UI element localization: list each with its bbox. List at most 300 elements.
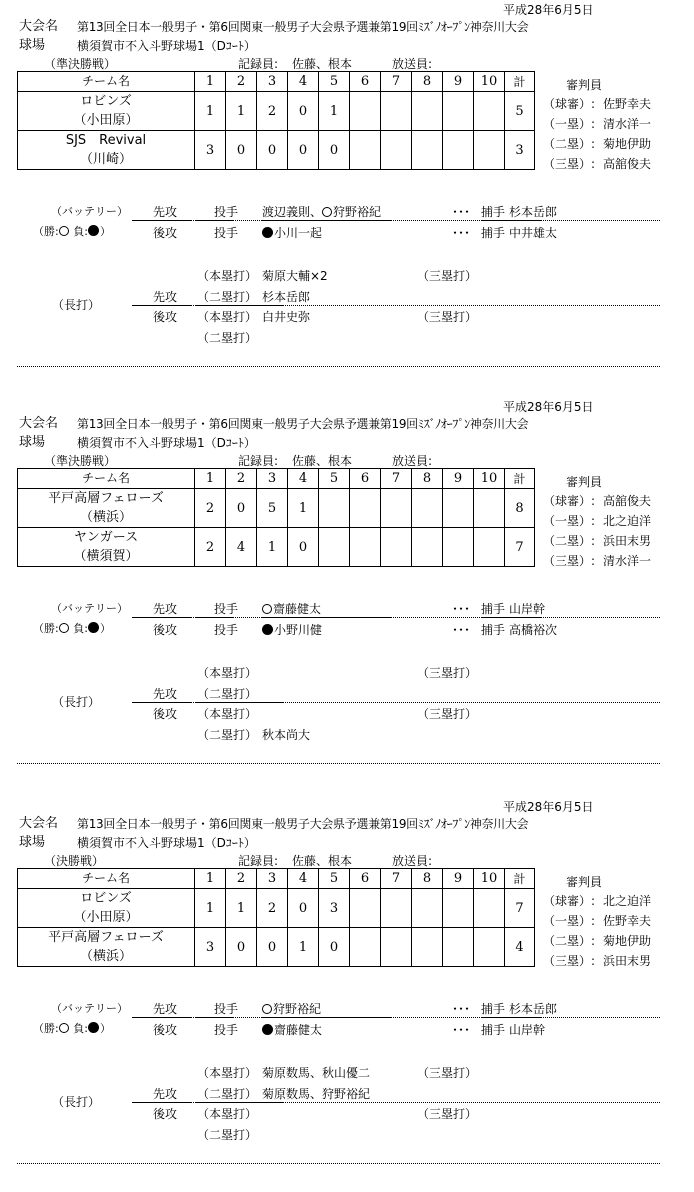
ellipsis-dots: ･･･ (452, 602, 471, 616)
pitchers (262, 622, 322, 638)
catcher-name: 山岸幹 (509, 602, 546, 616)
section-separator (17, 1163, 660, 1164)
extra-base-label: （長打） (52, 695, 101, 709)
tournament-name: 第13回全日本一般男子・第6回関東一般男子大会県予選兼第19回ﾐｽﾞﾉｵｰﾌﾟﾝ神奈川大会 (77, 817, 529, 831)
battery-underline (196, 617, 234, 618)
extra-divider (132, 1102, 660, 1103)
top-hr-label: （本塁打） (197, 1066, 258, 1080)
game-report-3 (0, 797, 694, 1192)
inning-score: 1 (195, 92, 226, 131)
pitcher-label: 投手 (214, 226, 239, 240)
catcher-name: 杉本岳郎 (509, 1002, 558, 1016)
inning-score: 0 (226, 489, 257, 528)
inning-score: 0 (288, 131, 319, 170)
pitcher-label: 投手 (214, 1023, 239, 1037)
catcher-label: 捕手 (481, 623, 506, 637)
top-double-label: （二塁打） (197, 290, 258, 304)
pitchers (262, 225, 322, 241)
battery-label: （バッテリー） (51, 205, 128, 218)
recorder-names: 佐藤、根本 (292, 454, 353, 468)
win-circle-icon (322, 207, 332, 217)
inning-score (350, 928, 381, 967)
inning-header-3: 3 (257, 469, 288, 489)
inning-score (350, 889, 381, 928)
section-separator (17, 763, 660, 764)
inning-header-9: 9 (443, 72, 474, 92)
inning-score: 1 (226, 889, 257, 928)
report-date: 平成28年6月5日 (503, 3, 594, 17)
team-region: （小田原） (73, 910, 139, 925)
inning-score: 1 (288, 489, 319, 528)
battery-underline (481, 617, 541, 618)
battery-underline (196, 220, 234, 221)
umpire-name: 高舘俊夫 (603, 494, 652, 508)
battery-side: 後攻 (153, 1023, 178, 1037)
inning-score (412, 489, 443, 528)
inning-header-8: 8 (412, 869, 443, 889)
inning-score: 2 (257, 92, 288, 131)
battery-side: 先攻 (153, 602, 178, 616)
battery-underline (262, 220, 392, 221)
score-header-row (18, 72, 535, 92)
inning-score (474, 928, 505, 967)
team-region: （横須賀） (73, 549, 139, 564)
inning-score (474, 92, 505, 131)
round-name: （準決勝戦） (44, 57, 117, 71)
team-region: （小田原） (73, 113, 139, 128)
recorder-label: 記録員: (238, 57, 279, 71)
loss-disc-icon (262, 1024, 273, 1035)
score-table (17, 468, 535, 567)
inning-score (412, 889, 443, 928)
inning-score: 1 (195, 889, 226, 928)
win-loss-legend (33, 1021, 111, 1037)
battery-underline (481, 1017, 541, 1018)
team-cell (18, 928, 195, 967)
total-header: 計 (505, 72, 535, 92)
recorder-label: 記録員: (238, 454, 279, 468)
umpire-name: 佐野幸夫 (603, 97, 652, 111)
score-table (17, 71, 535, 170)
catcher-name: 杉本岳郎 (509, 205, 558, 219)
win-label: （勝: (33, 225, 59, 238)
pitcher-name: 齋藤健太 (273, 602, 322, 616)
catcher-label: 捕手 (481, 1002, 506, 1016)
top-hr-label: （本塁打） (197, 666, 258, 680)
inning-score (474, 489, 505, 528)
ellipsis-dots: ･･･ (452, 1023, 471, 1037)
inning-score: 3 (195, 131, 226, 170)
team-total: 7 (505, 889, 535, 928)
win-circle-icon (59, 1023, 69, 1033)
battery-side: 後攻 (153, 226, 178, 240)
inning-score: 0 (257, 131, 288, 170)
win-label: （勝: (33, 1022, 59, 1035)
battery-underline (132, 617, 192, 618)
umpire-role: （二塁）: (543, 137, 596, 151)
bottom-double-label: （二塁打） (197, 728, 258, 742)
umpire-role: （三塁）: (543, 954, 596, 968)
pitcher-name: 小川一起 (274, 226, 323, 240)
pitcher-label: 投手 (214, 205, 239, 219)
inning-score: 2 (195, 489, 226, 528)
loss-disc-icon (88, 622, 99, 633)
inning-score (381, 489, 412, 528)
inning-header-7: 7 (381, 869, 412, 889)
umpire-name: 浜田末男 (603, 534, 652, 548)
pitcher-label: 投手 (214, 1002, 239, 1016)
game-report-1 (0, 0, 694, 395)
umpire-role: （三塁）: (543, 157, 596, 171)
inning-header-4: 4 (288, 869, 319, 889)
inning-score (412, 928, 443, 967)
umpires-title: 審判員 (566, 78, 603, 92)
umpire-name: 菊地伊助 (603, 934, 652, 948)
total-header: 計 (505, 469, 535, 489)
team-name-header: チーム名 (18, 869, 195, 889)
bottom-hr-label: （本塁打） (197, 707, 258, 721)
battery-underline (481, 220, 541, 221)
inning-score: 0 (226, 131, 257, 170)
team-total: 4 (505, 928, 535, 967)
inning-score: 0 (257, 928, 288, 967)
inning-header-6: 6 (350, 72, 381, 92)
top-double-players: 杉本岳郎 (262, 290, 311, 304)
ellipsis-dots: ･･･ (452, 205, 471, 219)
inning-score (443, 528, 474, 567)
recorder-label: 記録員: (238, 854, 279, 868)
inning-score (474, 889, 505, 928)
ellipsis-dots: ･･･ (452, 1002, 471, 1016)
team-row (18, 131, 535, 170)
team-name: 平戸高層フェローズ (48, 491, 164, 506)
report-date: 平成28年6月5日 (503, 800, 594, 814)
umpire-name: 佐野幸夫 (603, 914, 652, 928)
recorder-names: 佐藤、根本 (292, 854, 353, 868)
team-total: 8 (505, 489, 535, 528)
inning-score: 1 (257, 528, 288, 567)
catcher-name: 高橋裕次 (509, 623, 558, 637)
inning-header-7: 7 (381, 72, 412, 92)
inning-header-2: 2 (226, 469, 257, 489)
inning-score: 0 (319, 131, 350, 170)
legend-close: ） (99, 225, 111, 238)
umpire-role: （球審）: (543, 97, 596, 111)
extra-divider (132, 305, 660, 306)
loss-label: 負: (73, 225, 88, 238)
umpire-name: 北之迫洋 (603, 894, 652, 908)
game-report-2 (0, 397, 694, 792)
inning-score: 4 (226, 528, 257, 567)
inning-score: 1 (288, 928, 319, 967)
section-separator (17, 366, 660, 367)
team-total: 7 (505, 528, 535, 567)
inning-score: 0 (226, 928, 257, 967)
inning-header-6: 6 (350, 869, 381, 889)
top-triple-label: （三塁打） (417, 1066, 478, 1080)
inning-header-8: 8 (412, 469, 443, 489)
inning-header-3: 3 (257, 72, 288, 92)
extra-top-side: 先攻 (153, 1087, 178, 1101)
pitcher-label: 投手 (214, 602, 239, 616)
bottom-triple-label: （三塁打） (417, 1107, 478, 1121)
inning-score: 0 (288, 92, 319, 131)
inning-score (350, 131, 381, 170)
loss-disc-icon (88, 225, 99, 236)
battery-side: 先攻 (153, 205, 178, 219)
venue-name: 横須賀市不入斗野球場1（Dｺｰﾄ） (77, 836, 256, 850)
legend-close: ） (99, 1022, 111, 1035)
umpire-role: （一塁）: (543, 514, 596, 528)
team-cell (18, 131, 195, 170)
win-loss-legend (33, 621, 111, 637)
inning-header-7: 7 (381, 469, 412, 489)
bottom-triple-label: （三塁打） (417, 707, 478, 721)
inning-header-10: 10 (474, 869, 505, 889)
inning-header-1: 1 (195, 72, 226, 92)
inning-score (319, 489, 350, 528)
broadcaster-label: 放送員: (392, 57, 433, 71)
umpire-role: （一塁）: (543, 914, 596, 928)
inning-score: 1 (226, 92, 257, 131)
pitcher-name: 狩野裕紀 (273, 1002, 322, 1016)
win-circle-icon (262, 1004, 272, 1014)
inning-header-1: 1 (195, 869, 226, 889)
team-row (18, 928, 535, 967)
inning-header-4: 4 (288, 72, 319, 92)
inning-score (443, 92, 474, 131)
tournament-label: 大会名 (19, 816, 59, 831)
extra-bottom-side: 後攻 (153, 707, 178, 721)
battery-underline (262, 1017, 392, 1018)
team-total: 5 (505, 92, 535, 131)
top-double-label: （二塁打） (197, 1087, 258, 1101)
win-label: （勝: (33, 622, 59, 635)
score-header-row (18, 469, 535, 489)
battery-underline (132, 220, 192, 221)
umpires-title: 審判員 (566, 475, 603, 489)
umpire-role: （一塁）: (543, 117, 596, 131)
umpire-name: 清水洋一 (603, 554, 652, 568)
inning-header-9: 9 (443, 869, 474, 889)
catcher-name: 中井雄太 (509, 226, 558, 240)
catcher-label: 捕手 (481, 205, 506, 219)
loss-label: 負: (73, 622, 88, 635)
top-triple-label: （三塁打） (417, 269, 478, 283)
tournament-name: 第13回全日本一般男子・第6回関東一般男子大会県予選兼第19回ﾐｽﾞﾉｵｰﾌﾟﾝ神奈川大会 (77, 417, 529, 431)
pitchers (262, 1001, 321, 1017)
inning-score (412, 131, 443, 170)
inning-score: 0 (288, 528, 319, 567)
team-region: （横浜） (79, 949, 132, 964)
bottom-double-label: （二塁打） (197, 1128, 258, 1142)
extra-base-label: （長打） (52, 298, 101, 312)
venue-label: 球場 (19, 38, 46, 53)
tournament-label: 大会名 (19, 416, 59, 431)
inning-score: 1 (319, 92, 350, 131)
score-header-row (18, 869, 535, 889)
pitchers (262, 601, 321, 617)
battery-label: （バッテリー） (51, 602, 128, 615)
battery-underline (196, 1017, 234, 1018)
inning-header-1: 1 (195, 469, 226, 489)
win-circle-icon (59, 226, 69, 236)
total-header: 計 (505, 869, 535, 889)
inning-score (443, 489, 474, 528)
inning-header-5: 5 (319, 869, 350, 889)
team-name-header: チーム名 (18, 72, 195, 92)
top-triple-label: （三塁打） (417, 666, 478, 680)
pitchers-prefix: 渡辺義則、 (262, 205, 323, 219)
win-circle-icon (59, 623, 69, 633)
win-circle-icon (262, 604, 272, 614)
team-region: （横浜） (79, 510, 132, 525)
tournament-label: 大会名 (19, 19, 59, 34)
inning-score (350, 92, 381, 131)
recorder-names: 佐藤、根本 (292, 57, 353, 71)
battery-underline (132, 1017, 192, 1018)
inning-header-10: 10 (474, 72, 505, 92)
battery-label: （バッテリー） (51, 1002, 128, 1015)
inning-score (443, 131, 474, 170)
pitcher-label: 投手 (214, 623, 239, 637)
inning-score: 0 (288, 889, 319, 928)
pitcher-name: 小野川健 (274, 623, 323, 637)
venue-label: 球場 (19, 435, 46, 450)
catcher-label: 捕手 (481, 602, 506, 616)
team-region: （川崎） (79, 152, 132, 167)
broadcaster-label: 放送員: (392, 854, 433, 868)
inning-header-6: 6 (350, 469, 381, 489)
team-row (18, 489, 535, 528)
inning-score: 2 (195, 528, 226, 567)
extra-bottom-side: 後攻 (153, 310, 178, 324)
team-total: 3 (505, 131, 535, 170)
tournament-name: 第13回全日本一般男子・第6回関東一般男子大会県予選兼第19回ﾐｽﾞﾉｵｰﾌﾟﾝ神奈川大会 (77, 20, 529, 34)
catcher-label: 捕手 (481, 226, 506, 240)
team-name: 平戸高層フェローズ (48, 930, 164, 945)
pitcher-name: 齋藤健太 (274, 1023, 323, 1037)
top-hr-label: （本塁打） (197, 269, 258, 283)
inning-header-10: 10 (474, 469, 505, 489)
legend-close: ） (99, 622, 111, 635)
team-cell (18, 528, 195, 567)
umpire-name: 浜田末男 (603, 954, 652, 968)
catcher-name: 山岸幹 (509, 1023, 546, 1037)
umpire-role: （三塁）: (543, 554, 596, 568)
inning-header-5: 5 (319, 72, 350, 92)
inning-header-2: 2 (226, 869, 257, 889)
top-hr-players: 菊原大輔×2 (262, 269, 328, 283)
inning-score (443, 928, 474, 967)
inning-score (350, 489, 381, 528)
bottom-triple-label: （三塁打） (417, 310, 478, 324)
inning-score (443, 889, 474, 928)
team-name: ヤンガース (73, 530, 139, 545)
team-cell (18, 92, 195, 131)
inning-header-8: 8 (412, 72, 443, 92)
top-double-label: （二塁打） (197, 687, 258, 701)
pitcher-name: 狩野裕紀 (333, 205, 382, 219)
team-name: ロビンズ (80, 891, 132, 906)
inning-score (412, 92, 443, 131)
loss-label: 負: (73, 1022, 88, 1035)
umpire-name: 北之迫洋 (603, 514, 652, 528)
pitchers (262, 204, 381, 220)
umpire-name: 菊地伊助 (603, 137, 652, 151)
inning-score: 3 (195, 928, 226, 967)
inning-header-4: 4 (288, 469, 319, 489)
inning-score (381, 889, 412, 928)
inning-score (381, 92, 412, 131)
inning-score (319, 528, 350, 567)
inning-header-5: 5 (319, 469, 350, 489)
umpires-title: 審判員 (566, 875, 603, 889)
inning-score (381, 528, 412, 567)
inning-score (381, 131, 412, 170)
inning-header-2: 2 (226, 72, 257, 92)
umpire-role: （二塁）: (543, 934, 596, 948)
umpire-role: （二塁）: (543, 534, 596, 548)
bottom-hr-label: （本塁打） (197, 1107, 258, 1121)
team-row (18, 528, 535, 567)
broadcaster-label: 放送員: (392, 454, 433, 468)
venue-name: 横須賀市不入斗野球場1（Dｺｰﾄ） (77, 39, 256, 53)
inning-header-9: 9 (443, 469, 474, 489)
top-double-players: 菊原数馬、狩野裕紀 (262, 1087, 371, 1101)
battery-side: 先攻 (153, 1002, 178, 1016)
bottom-double-label: （二塁打） (197, 331, 258, 345)
top-hr-players: 菊原数馬、秋山優二 (262, 1066, 371, 1080)
inning-score: 2 (257, 889, 288, 928)
venue-name: 横須賀市不入斗野球場1（Dｺｰﾄ） (77, 436, 256, 450)
inning-header-3: 3 (257, 869, 288, 889)
umpire-name: 清水洋一 (603, 117, 652, 131)
team-name: SJS Revival (65, 133, 147, 148)
team-name-header: チーム名 (18, 469, 195, 489)
win-loss-legend (33, 224, 111, 240)
ellipsis-dots: ･･･ (452, 226, 471, 240)
round-name: （準決勝戦） (44, 454, 117, 468)
loss-disc-icon (88, 1022, 99, 1033)
ellipsis-dots: ･･･ (452, 623, 471, 637)
score-table (17, 868, 535, 967)
team-row (18, 92, 535, 131)
inning-score (474, 131, 505, 170)
inning-score (381, 928, 412, 967)
bottom-hr-label: （本塁打） (197, 310, 258, 324)
bottom-double-players: 秋本尚大 (262, 728, 311, 742)
inning-score: 3 (319, 889, 350, 928)
umpire-name: 高舘俊夫 (603, 157, 652, 171)
team-cell (18, 489, 195, 528)
pitchers (262, 1022, 322, 1038)
extra-top-side: 先攻 (153, 687, 178, 701)
report-date: 平成28年6月5日 (503, 400, 594, 414)
loss-disc-icon (262, 624, 273, 635)
loss-disc-icon (262, 227, 273, 238)
catcher-label: 捕手 (481, 1023, 506, 1037)
inning-score: 5 (257, 489, 288, 528)
bottom-hr-players: 白井史弥 (262, 310, 311, 324)
extra-bottom-side: 後攻 (153, 1107, 178, 1121)
team-cell (18, 889, 195, 928)
battery-side: 後攻 (153, 623, 178, 637)
umpire-role: （球審）: (543, 894, 596, 908)
inning-score: 0 (319, 928, 350, 967)
inning-score (350, 528, 381, 567)
umpire-role: （球審）: (543, 494, 596, 508)
